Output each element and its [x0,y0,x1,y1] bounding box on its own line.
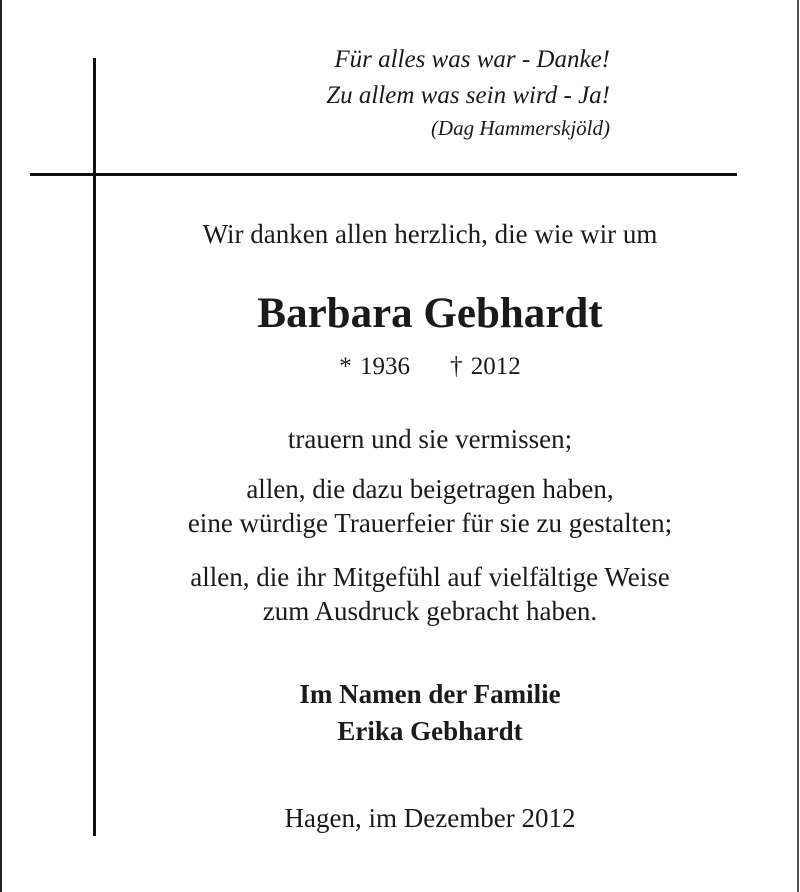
family-signature [60,676,800,750]
frame-left-border [0,0,2,892]
thanks-line-2: allen, die dazu beigetragen haben, [246,474,614,504]
thanks-line-5: zum Ausdruck gebracht haben. [262,596,598,626]
quote-author: (Dag Hammerskjöld) [430,116,610,140]
quote-line-2: Zu allem was sein wird - Ja! [326,82,610,109]
thanks-paragraph-1 [60,422,800,456]
death-year: † 2012 [450,353,521,380]
signature-line-2: Erika Gebhardt [337,716,523,746]
place-and-date: Hagen, im Dezember 2012 [284,803,576,833]
life-dates [60,350,800,384]
cross-horizontal-bar [30,173,737,176]
thanks-line-1: trauern und sie vermissen; [287,424,573,454]
signature-line-1: Im Namen der Familie [299,679,561,709]
thanks-paragraph-3 [60,560,800,628]
thanks-line-3: eine würdige Trauerfeier für sie zu gestalten; [187,508,673,538]
intro-text: Wir danken allen herzlich, die wie wir um [202,219,658,249]
quote-block [150,42,610,142]
deceased-name: Barbara Gebhardt [257,290,603,337]
quote-line-1: Für alles was war - Danke! [334,46,610,73]
thanks-line-4: allen, die ihr Mitgefühl auf vielfältige Weise [190,562,670,592]
thanks-paragraph-2 [60,472,800,540]
birth-year: * 1936 [339,353,410,380]
